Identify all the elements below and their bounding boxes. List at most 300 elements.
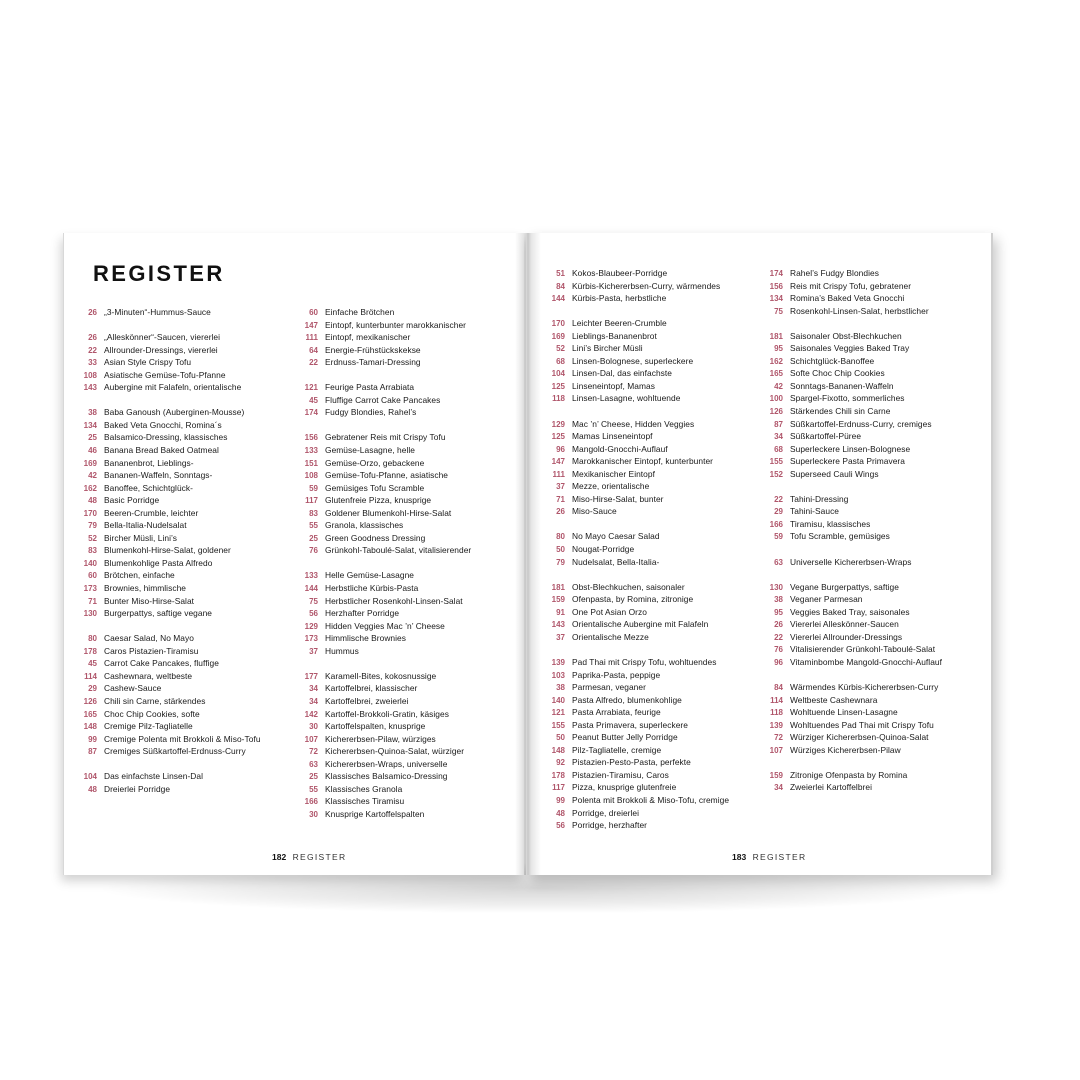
entry-recipe-name: Kichererbsen-Pilaw, würziges [325,733,436,744]
entry-recipe-name: Asiatische Gemüse-Tofu-Pfanne [104,369,226,380]
entry-recipe-name: Kartoffel-Brokkoli-Gratin, käsiges [325,708,449,719]
entry-page-number: 155 [769,457,783,467]
entry-recipe-name: Klassisches Granola [325,783,403,794]
index-entry [71,520,291,533]
entry-recipe-name: Gemüse-Tofu-Pfanne, asiatische [325,470,448,481]
index-entry [71,533,291,546]
group-spacer [757,670,977,683]
entry-recipe-name: Das einfachste Linsen-Dal [104,771,204,782]
entry-page-number: 76 [774,645,783,655]
entry-recipe-name: Superleckere Pasta Primavera [790,456,905,467]
index-column-1 [71,307,291,796]
entry-recipe-name: Gebratener Reis mit Crispy Tofu [325,432,446,443]
entry-recipe-name: Rosenkohl-Linsen-Salat, herbstlicher [790,305,929,316]
entry-recipe-name: Tofu Scramble, gemüsiges [790,531,890,542]
index-entry [71,470,291,483]
entry-recipe-name: Knusprige Kartoffelspalten [325,808,425,819]
index-entry [539,456,759,469]
entry-recipe-name: Spargel-Fixotto, sommerliches [790,393,905,404]
entry-recipe-name: Bircher Müsli, Lini’s [104,532,178,543]
entry-recipe-name: Süßkartoffel-Erdnuss-Curry, cremiges [790,418,932,429]
entry-page-number: 63 [774,557,783,567]
entry-page-number: 59 [774,532,783,542]
index-column-3 [539,268,759,833]
entry-page-number: 72 [309,747,318,757]
index-entry [757,770,977,783]
index-entry [757,745,977,758]
entry-page-number: 84 [556,281,565,291]
entry-page-number: 174 [304,408,318,418]
group-spacer [71,395,291,408]
entry-recipe-name: Vitalisierender Grünkohl-Taboulé-Salat [790,644,936,655]
entry-recipe-name: Saisonales Veggies Baked Tray [790,343,910,354]
entry-recipe-name: Karamell-Bites, kokosnussige [325,670,437,681]
entry-page-number: 91 [556,607,565,617]
entry-recipe-name: Schichtglück-Banoffee [790,355,875,366]
group-spacer [539,519,759,532]
entry-recipe-name: Goldener Blumenkohl-Hirse-Salat [325,507,452,518]
entry-page-number: 26 [88,333,97,343]
entry-page-number: 96 [774,657,783,667]
entry-recipe-name: Kichererbsen-Wraps, universelle [325,758,448,769]
entry-recipe-name: Nudelsalat, Bella-Italia- [572,556,660,567]
entry-recipe-name: Gemüse-Lasagne, helle [325,445,415,456]
index-entry [757,632,977,645]
entry-recipe-name: Choc Chip Cookies, softe [104,708,200,719]
index-entry [539,469,759,482]
entry-page-number: 108 [83,370,97,380]
group-spacer [292,420,512,433]
index-entry [539,707,759,720]
entry-recipe-name: Feurige Pasta Arrabiata [325,382,415,393]
entry-page-number: 181 [769,331,783,341]
entry-page-number: 25 [309,772,318,782]
index-entry [292,709,512,722]
entry-page-number: 142 [304,709,318,719]
entry-recipe-name: Brötchen, einfache [104,570,175,581]
entry-recipe-name: Cashewnara, weltbeste [104,670,193,681]
entry-recipe-name: Carrot Cake Pancakes, fluffige [104,658,219,669]
entry-recipe-name: Linseneintopf, Mamas [572,380,655,391]
index-entry [539,506,759,519]
index-entry [539,481,759,494]
entry-recipe-name: Caesar Salad, No Mayo [104,633,194,644]
entry-recipe-name: Cremige Pilz-Tagliatelle [104,721,193,732]
index-entry [292,458,512,471]
index-entry [757,707,977,720]
entry-page-number: 178 [83,646,97,656]
entry-page-number: 87 [774,419,783,429]
index-entry [539,281,759,294]
entry-recipe-name: Reis mit Crispy Tofu, gebratener [790,280,912,291]
entry-page-number: 139 [769,720,783,730]
entry-page-number: 155 [551,720,565,730]
page-title: REGISTER [93,261,225,286]
entry-page-number: 177 [304,671,318,681]
entry-page-number: 99 [88,734,97,744]
index-entry [71,357,291,370]
index-entry [539,419,759,432]
index-entry [71,495,291,508]
index-entry [292,596,512,609]
entry-recipe-name: Sonntags-Bananen-Waffeln [790,380,894,391]
entry-recipe-name: Blumenkohl-Hirse-Salat, goldener [104,545,231,556]
index-entry [757,306,977,319]
entry-recipe-name: Veggies Baked Tray, saisonales [790,606,910,617]
entry-recipe-name: Softe Choc Chip Cookies [790,368,885,379]
entry-recipe-name: Porridge, herzhafter [572,820,648,831]
entry-recipe-name: Gemüse-Orzo, gebackene [325,457,425,468]
entry-page-number: 52 [556,344,565,354]
entry-page-number: 38 [88,408,97,418]
entry-recipe-name: Kartoffelbrei, klassischer [325,683,418,694]
entry-page-number: 52 [88,533,97,543]
entry-recipe-name: Viererlei Alleskönner-Saucen [790,619,899,630]
entry-page-number: 151 [304,458,318,468]
entry-recipe-name: Brownies, himmlische [104,583,186,594]
entry-page-number: 25 [309,533,318,543]
entry-page-number: 22 [774,494,783,504]
entry-page-number: 29 [774,507,783,517]
entry-page-number: 38 [774,595,783,605]
entry-page-number: 156 [769,281,783,291]
index-entry [757,519,977,532]
group-spacer [757,757,977,770]
entry-recipe-name: Rahel’s Fudgy Blondies [790,268,879,278]
index-entry [292,432,512,445]
entry-page-number: 133 [304,446,318,456]
entry-recipe-name: Kokos-Blaubeer-Porridge [572,268,668,278]
index-entry [757,594,977,607]
entry-page-number: 22 [309,358,318,368]
entry-recipe-name: Linsen-Lasagne, wohltuende [572,393,681,404]
index-entry [71,771,291,784]
footer-label: REGISTER [752,852,807,862]
entry-recipe-name: Dreierlei Porridge [104,783,171,794]
index-entry [71,583,291,596]
entry-recipe-name: Orientalische Aubergine mit Falafeln [572,619,709,630]
index-entry [292,721,512,734]
entry-page-number: 173 [83,584,97,594]
entry-recipe-name: Tiramisu, klassisches [790,518,871,529]
entry-recipe-name: Baked Veta Gnocchi, Romina´s [104,419,222,430]
index-entry [292,771,512,784]
index-entry [292,583,512,596]
entry-recipe-name: Superseed Cauli Wings [790,468,879,479]
entry-page-number: 34 [774,432,783,442]
entry-recipe-name: Marokkanischer Eintopf, kunterbunter [572,456,713,467]
page-number: 182 [272,852,287,862]
entry-page-number: 130 [769,582,783,592]
entry-page-number: 92 [556,758,565,768]
entry-recipe-name: Banoffee, Schichtglück- [104,482,193,493]
entry-page-number: 140 [83,558,97,568]
entry-recipe-name: Superleckere Linsen-Bolognese [790,443,911,454]
entry-page-number: 181 [551,582,565,592]
entry-page-number: 104 [83,772,97,782]
entry-recipe-name: Kürbis-Kichererbsen-Curry, wärmendes [572,280,721,291]
entry-page-number: 34 [774,783,783,793]
entry-page-number: 38 [556,683,565,693]
entry-page-number: 64 [309,345,318,355]
entry-recipe-name: Nougat-Porridge [572,544,635,555]
entry-page-number: 126 [83,696,97,706]
entry-page-number: 117 [552,783,565,793]
entry-recipe-name: Mac ’n’ Cheese, Hidden Veggies [572,418,695,429]
entry-recipe-name: Fluffige Carrot Cake Pancakes [325,394,441,405]
index-entry [539,745,759,758]
entry-recipe-name: Einfache Brötchen [325,307,395,317]
entry-page-number: 83 [88,546,97,556]
index-entry [539,695,759,708]
index-entry [71,420,291,433]
entry-recipe-name: Basic Porridge [104,495,160,506]
index-entry [292,696,512,709]
entry-recipe-name: Saisonaler Obst-Blechkuchen [790,330,902,341]
entry-recipe-name: Gemüsiges Tofu Scramble [325,482,425,493]
index-entry [757,720,977,733]
entry-recipe-name: „3-Minuten“-Hummus-Sauce [104,307,211,317]
index-entry [292,445,512,458]
index-entry [757,494,977,507]
entry-page-number: 55 [309,521,318,531]
entry-recipe-name: Miso-Sauce [572,506,617,517]
entry-page-number: 103 [551,670,565,680]
entry-recipe-name: Eintopf, kunterbunter marokkanischer [325,319,466,330]
entry-recipe-name: Bella-Italia-Nudelsalat [104,520,187,531]
index-entry [292,608,512,621]
index-entry [757,281,977,294]
entry-page-number: 42 [774,381,783,391]
entry-recipe-name: Pistazien-Tiramisu, Caros [572,769,669,780]
index-entry [292,784,512,797]
index-entry [757,732,977,745]
index-entry [292,570,512,583]
entry-recipe-name: Cremiges Süßkartoffel-Erdnuss-Curry [104,746,246,757]
index-entry [539,381,759,394]
entry-page-number: 30 [309,722,318,732]
entry-recipe-name: Green Goodness Dressing [325,532,426,543]
entry-page-number: 45 [88,659,97,669]
entry-recipe-name: Veganer Parmesan [790,594,863,605]
group-spacer [539,569,759,582]
index-entry [757,343,977,356]
page-left [63,233,524,875]
entry-recipe-name: Würziger Kichererbsen-Quinoa-Salat [790,732,929,743]
entry-recipe-name: „Alleskönner“-Saucen, viererlei [104,332,221,343]
group-spacer [757,481,977,494]
index-entry [292,307,512,320]
index-entry [539,657,759,670]
entry-page-number: 37 [556,482,565,492]
group-spacer [292,558,512,571]
index-entry [71,445,291,458]
group-spacer [292,370,512,383]
entry-recipe-name: Baba Ganoush (Auberginen-Mousse) [104,407,245,418]
entry-page-number: 95 [774,344,783,354]
entry-page-number: 134 [83,420,97,430]
entry-recipe-name: Kartoffelspalten, knusprige [325,721,426,732]
entry-page-number: 129 [304,621,318,631]
entry-page-number: 34 [309,684,318,694]
entry-page-number: 147 [551,457,565,467]
index-entry [292,345,512,358]
entry-recipe-name: Banana Bread Baked Oatmeal [104,445,219,456]
entry-recipe-name: Viererlei Allrounder-Dressings [790,631,903,642]
entry-recipe-name: Zitronige Ofenpasta by Romina [790,769,908,780]
entry-page-number: 165 [769,369,783,379]
entry-page-number: 159 [769,770,783,780]
entry-page-number: 125 [551,432,565,442]
index-entry [539,594,759,607]
entry-recipe-name: Lini’s Bircher Müsli [572,343,643,354]
entry-page-number: 178 [551,770,565,780]
index-entry [292,357,512,370]
index-entry [292,796,512,809]
index-entry [539,607,759,620]
entry-recipe-name: Zweierlei Kartoffelbrei [790,782,872,793]
entry-page-number: 140 [551,695,565,705]
entry-recipe-name: Pad Thai mit Crispy Tofu, wohltuendes [572,656,717,667]
footer-label: REGISTER [292,852,347,862]
entry-page-number: 75 [309,596,318,606]
entry-page-number: 68 [556,356,565,366]
index-entry [292,621,512,634]
index-entry [539,531,759,544]
entry-page-number: 79 [88,521,97,531]
entry-recipe-name: Blumenkohlige Pasta Alfredo [104,557,213,568]
index-entry [292,759,512,772]
entry-recipe-name: Mangold-Gnocchi-Auflauf [572,443,668,454]
index-entry [539,268,759,281]
entry-recipe-name: Herzhafter Porridge [325,608,400,619]
entry-page-number: 72 [774,733,783,743]
index-entry [71,432,291,445]
entry-recipe-name: Stärkendes Chili sin Carne [790,406,891,417]
entry-page-number: 37 [556,632,565,642]
entry-page-number: 148 [551,745,565,755]
index-entry [71,646,291,659]
index-entry [539,393,759,406]
entry-recipe-name: Würziges Kichererbsen-Pilaw [790,744,901,755]
entry-page-number: 169 [83,458,97,468]
index-entry [292,470,512,483]
entry-page-number: 71 [88,596,97,606]
entry-recipe-name: Klassisches Balsamico-Dressing [325,771,448,782]
index-entry [292,508,512,521]
index-entry [757,356,977,369]
entry-page-number: 29 [88,684,97,694]
entry-recipe-name: Pilz-Tagliatelle, cremige [572,744,662,755]
entry-page-number: 162 [769,356,783,366]
entry-recipe-name: Beeren-Crumble, leichter [104,507,199,518]
index-entry [292,734,512,747]
entry-recipe-name: Aubergine mit Falafeln, orientalische [104,382,242,393]
entry-recipe-name: Ofenpasta, by Romina, zitronige [572,594,694,605]
index-entry [757,293,977,306]
entry-recipe-name: Hidden Veggies Mac ’n’ Cheese [325,620,445,631]
index-entry [71,483,291,496]
index-entry [757,582,977,595]
entry-page-number: 147 [304,320,318,330]
index-entry [71,370,291,383]
page-number: 183 [732,852,747,862]
index-entry [71,596,291,609]
index-entry [757,368,977,381]
index-entry [71,608,291,621]
index-entry [292,746,512,759]
index-entry [757,406,977,419]
entry-page-number: 87 [88,747,97,757]
index-column-2 [292,307,512,821]
entry-recipe-name: Allrounder-Dressings, viererlei [104,344,218,355]
group-spacer [71,759,291,772]
entry-page-number: 22 [88,345,97,355]
entry-page-number: 79 [556,557,565,567]
entry-page-number: 111 [552,469,565,479]
entry-page-number: 51 [556,269,565,278]
entry-recipe-name: Energie-Frühstückskekse [325,344,421,355]
entry-page-number: 76 [309,546,318,556]
entry-recipe-name: Helle Gemüse-Lasagne [325,570,414,581]
entry-page-number: 173 [304,634,318,644]
index-entry [539,720,759,733]
index-entry [539,670,759,683]
index-entry [539,782,759,795]
index-entry [292,382,512,395]
entry-recipe-name: Kürbis-Pasta, herbstliche [572,293,667,304]
entry-page-number: 56 [556,821,565,831]
entry-page-number: 111 [305,333,318,343]
index-entry [539,682,759,695]
entry-page-number: 80 [556,532,565,542]
index-entry [539,757,759,770]
entry-page-number: 114 [84,671,97,681]
entry-recipe-name: Leichter Beeren-Crumble [572,318,667,329]
entry-page-number: 166 [769,519,783,529]
entry-recipe-name: Balsamico-Dressing, klassisches [104,432,228,443]
page-footer-right [732,852,806,862]
index-entry [539,293,759,306]
index-entry [757,431,977,444]
entry-recipe-name: Vitaminbombe Mangold-Gnocchi-Auflauf [790,656,943,667]
entry-recipe-name: Süßkartoffel-Püree [790,431,862,442]
entry-page-number: 71 [556,494,565,504]
entry-page-number: 96 [556,444,565,454]
index-entry [539,808,759,821]
entry-page-number: 169 [551,331,565,341]
entry-page-number: 75 [774,306,783,316]
index-entry [539,557,759,570]
index-entry [71,307,291,320]
entry-page-number: 26 [556,507,565,517]
entry-recipe-name: Bananen-Waffeln, Sonntags- [104,470,213,481]
entry-page-number: 156 [304,433,318,443]
index-entry [757,644,977,657]
entry-page-number: 129 [551,419,565,429]
index-entry [539,343,759,356]
entry-page-number: 50 [556,545,565,555]
entry-page-number: 118 [552,394,565,404]
entry-recipe-name: Mexikanischer Eintopf [572,468,655,479]
entry-recipe-name: Mezze, orientalische [572,481,650,492]
index-entry [292,495,512,508]
page-footer-left [272,852,346,862]
entry-recipe-name: Wärmendes Kürbis-Kichererbsen-Curry [790,682,939,693]
entry-page-number: 107 [304,734,318,744]
entry-page-number: 48 [556,808,565,818]
index-entry [71,633,291,646]
